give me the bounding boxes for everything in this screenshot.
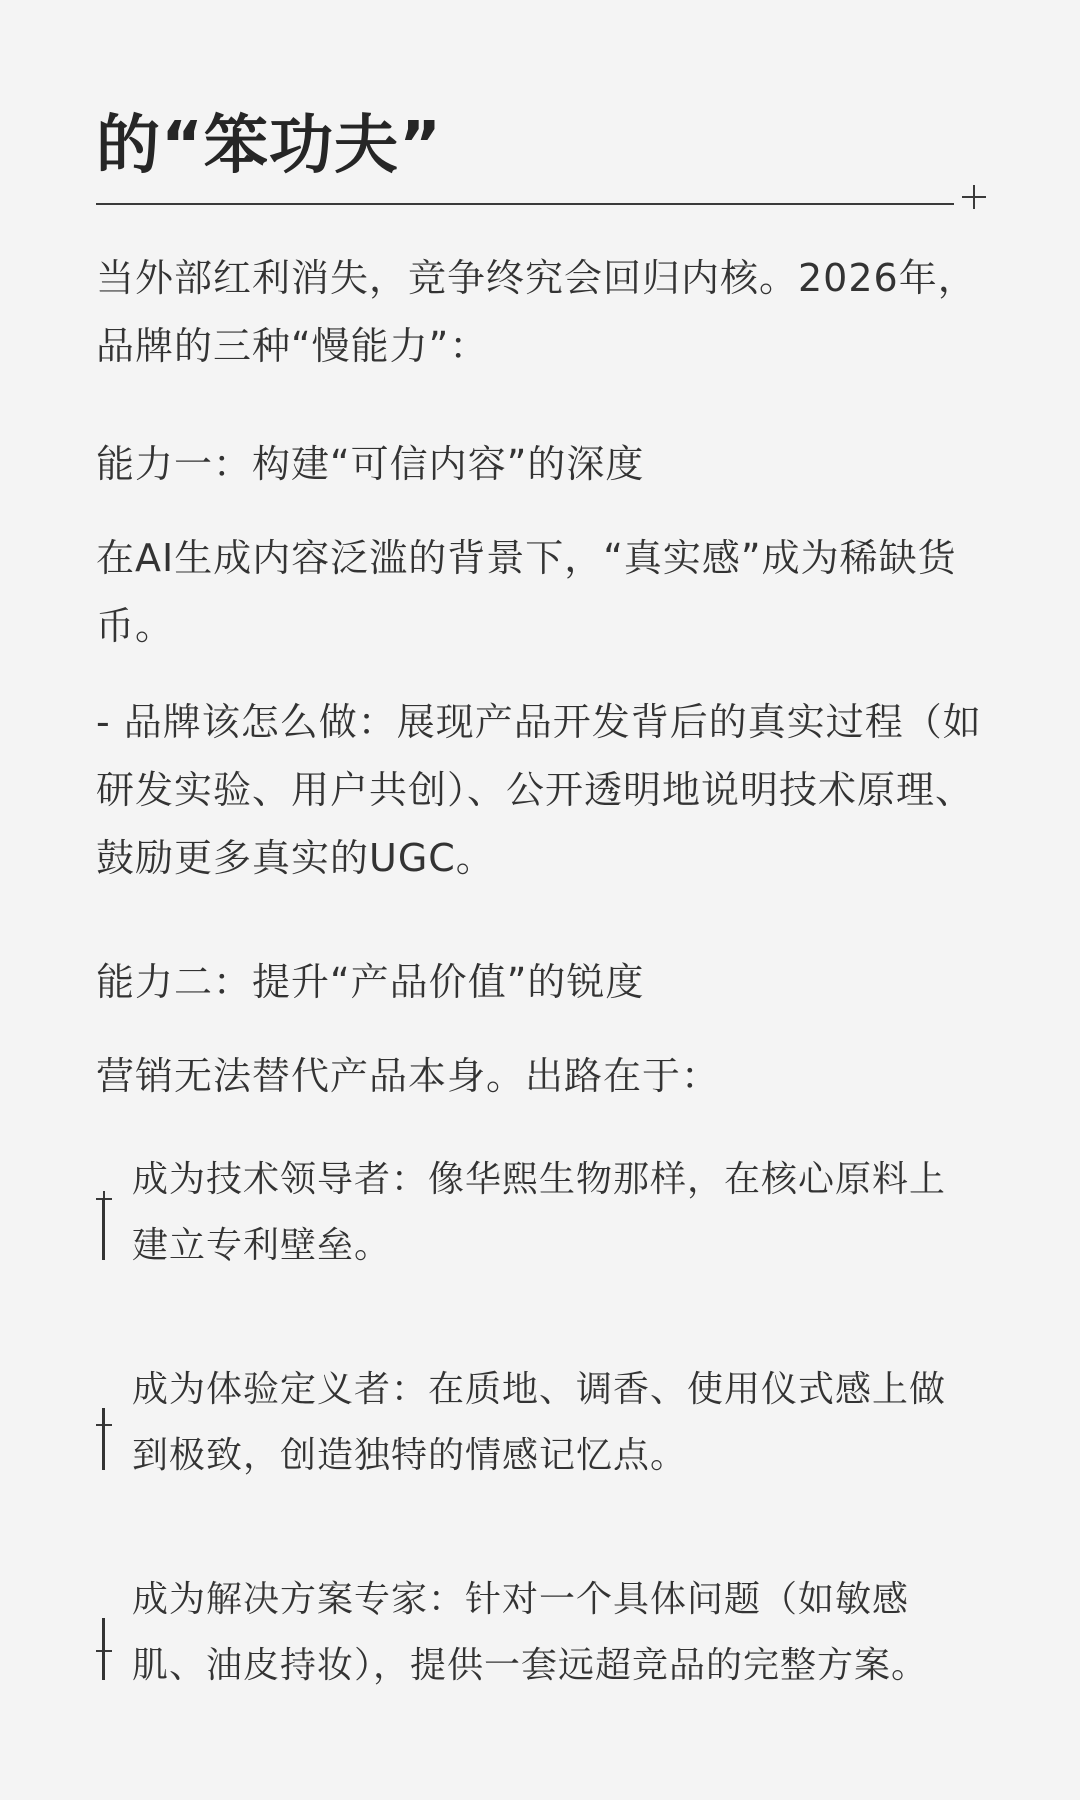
list-item: 成为技术领导者：像华熙生物那样，在核心原料上建立专利壁垒。 — [132, 1159, 947, 1266]
list-item: 成为体验定义者：在质地、调香、使用仪式感上做到极致，创造独特的情感记忆点。 — [132, 1369, 947, 1476]
title-divider — [96, 203, 954, 205]
intro-paragraph: 当外部红利消失，竞争终究会回归内核。2026年，品牌的三种“慢能力”： — [96, 256, 977, 368]
bullet-bar — [102, 1408, 105, 1470]
section-body-1: 在AI生成内容泛滥的背景下，“真实感”成为稀缺货币。 — [96, 536, 957, 648]
section-heading-2: 能力二：提升“产品价值”的锐度 — [96, 960, 645, 1004]
section-body-2: 营销无法替代产品本身。出路在于： — [96, 1054, 721, 1098]
bullet-bar — [102, 1198, 105, 1260]
bullet-bar — [102, 1618, 105, 1680]
plus-icon — [962, 185, 986, 209]
page-title: 的“笨功夫” — [96, 109, 443, 183]
list-item: 成为解决方案专家：针对一个具体问题（如敏感肌、油皮持妆），提供一套远超竞品的完整方案。 — [132, 1579, 929, 1686]
section-heading-1: 能力一：构建“可信内容”的深度 — [96, 442, 645, 486]
section-detail-1: - 品牌该怎么做：展现产品开发背后的真实过程（如研发实验、用户共创）、公开透明地说明技术原理、鼓励更多真实的UGC。 — [96, 700, 982, 880]
